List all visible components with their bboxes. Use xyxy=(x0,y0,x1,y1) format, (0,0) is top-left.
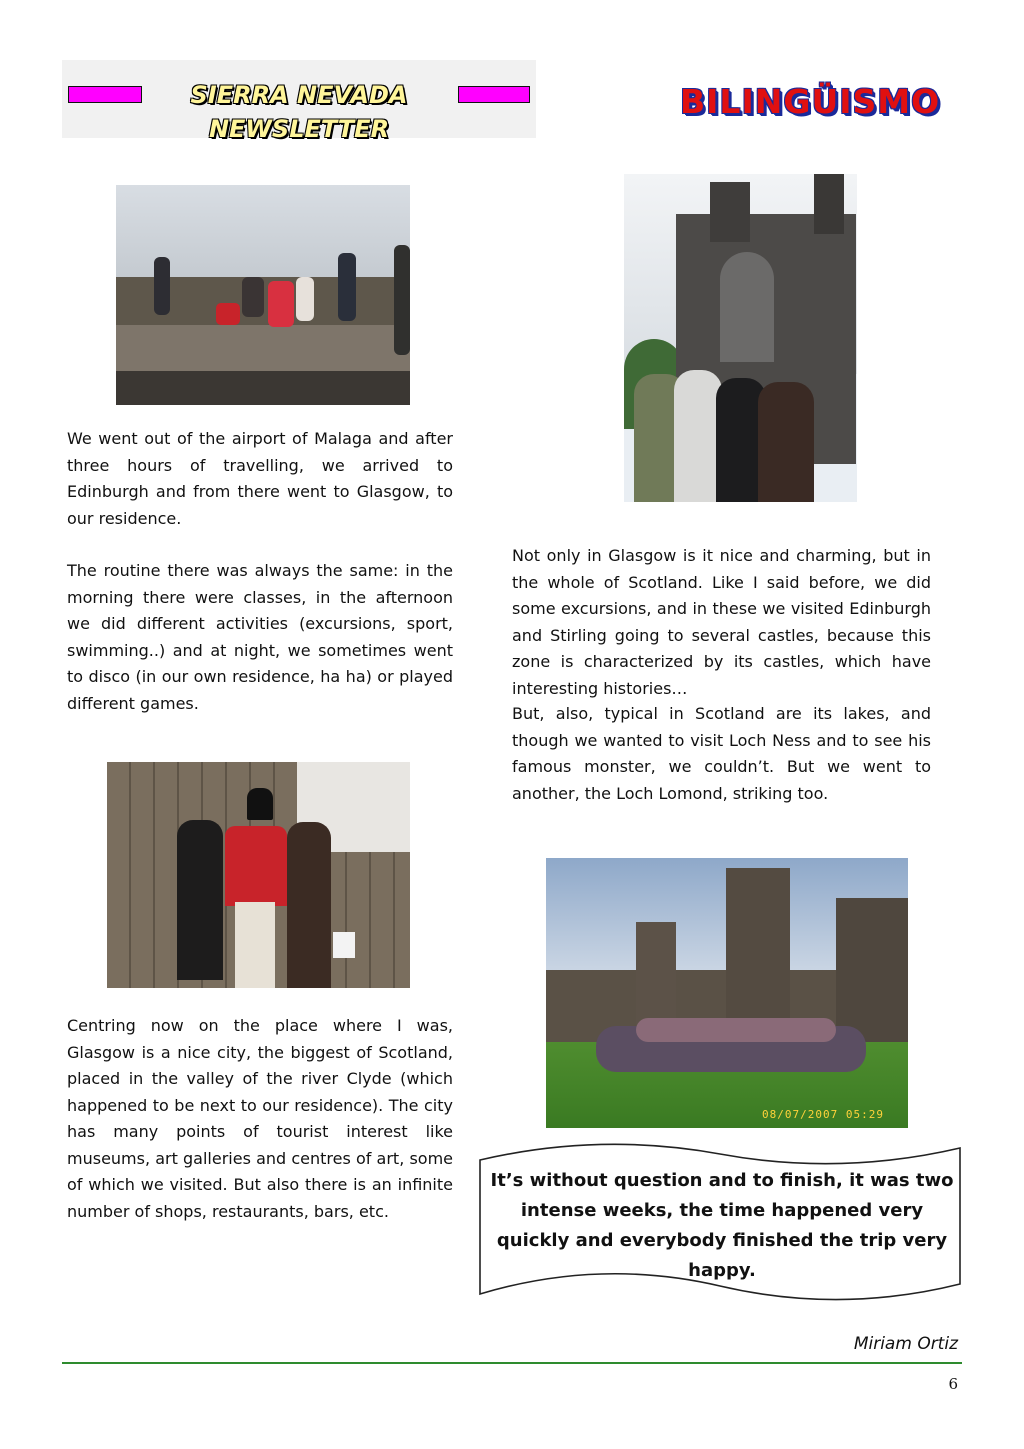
photo-glasgow-cathedral xyxy=(624,174,857,502)
left-paragraph-1: We went out of the airport of Malaga and after three hours of travelling, we arrived to Edinburgh and from there went to Glasgow, to our residence. xyxy=(67,429,453,528)
masthead-bar-left xyxy=(68,86,142,103)
left-paragraph-2: The routine there was always the same: in the morning there were classes, in the afternoon we did different activities (excursions, sport, swimming..) and at night, we sometimes went to disco (in our own residence, ha ha) or played different games. xyxy=(67,561,453,713)
photo-timestamp: 08/07/2007 05:29 xyxy=(762,1108,884,1121)
right-paragraph-2: But, also, typical in Scotland are its lakes, and though we wanted to visit Loch Ness and to see his famous monster, we couldn’t. But we went to another, the Loch Lomond, striking too. xyxy=(512,704,931,803)
photo-guard-soldier xyxy=(107,762,410,988)
photo-edinburgh-group xyxy=(116,185,410,405)
page-number: 6 xyxy=(948,1375,958,1393)
masthead-bar-right xyxy=(458,86,530,103)
author-name: Miriam Ortiz xyxy=(853,1334,958,1354)
photo-castle-group xyxy=(546,858,908,1128)
right-paragraph-1: Not only in Glasgow is it nice and charming, but in the whole of Scotland. Like I said before, we did some excursions, and in these we visited Edinburgh and Stirling going to several castles, because this zone is characterized by its castles, which have interesting histories… xyxy=(512,546,931,698)
section-title: BILINGÜISMO xyxy=(680,82,941,121)
newsletter-title: SIERRA NEVADA NEWSLETTER xyxy=(190,81,408,143)
footer-rule xyxy=(62,1362,962,1364)
closing-text: It’s without question and to finish, it was two intense weeks, the time happened very quickly and everybody finished the trip very happy. xyxy=(490,1170,954,1281)
left-paragraph-3: Centring now on the place where I was, Glasgow is a nice city, the biggest of Scotland, placed in the valley of the river Clyde (which happened to be next to our residence). The city has many points of tourist interest like museums, art galleries and centres of art, some of which we visited. But also there is an infinite number of shops, restaurants, bars, etc. xyxy=(67,1016,453,1221)
